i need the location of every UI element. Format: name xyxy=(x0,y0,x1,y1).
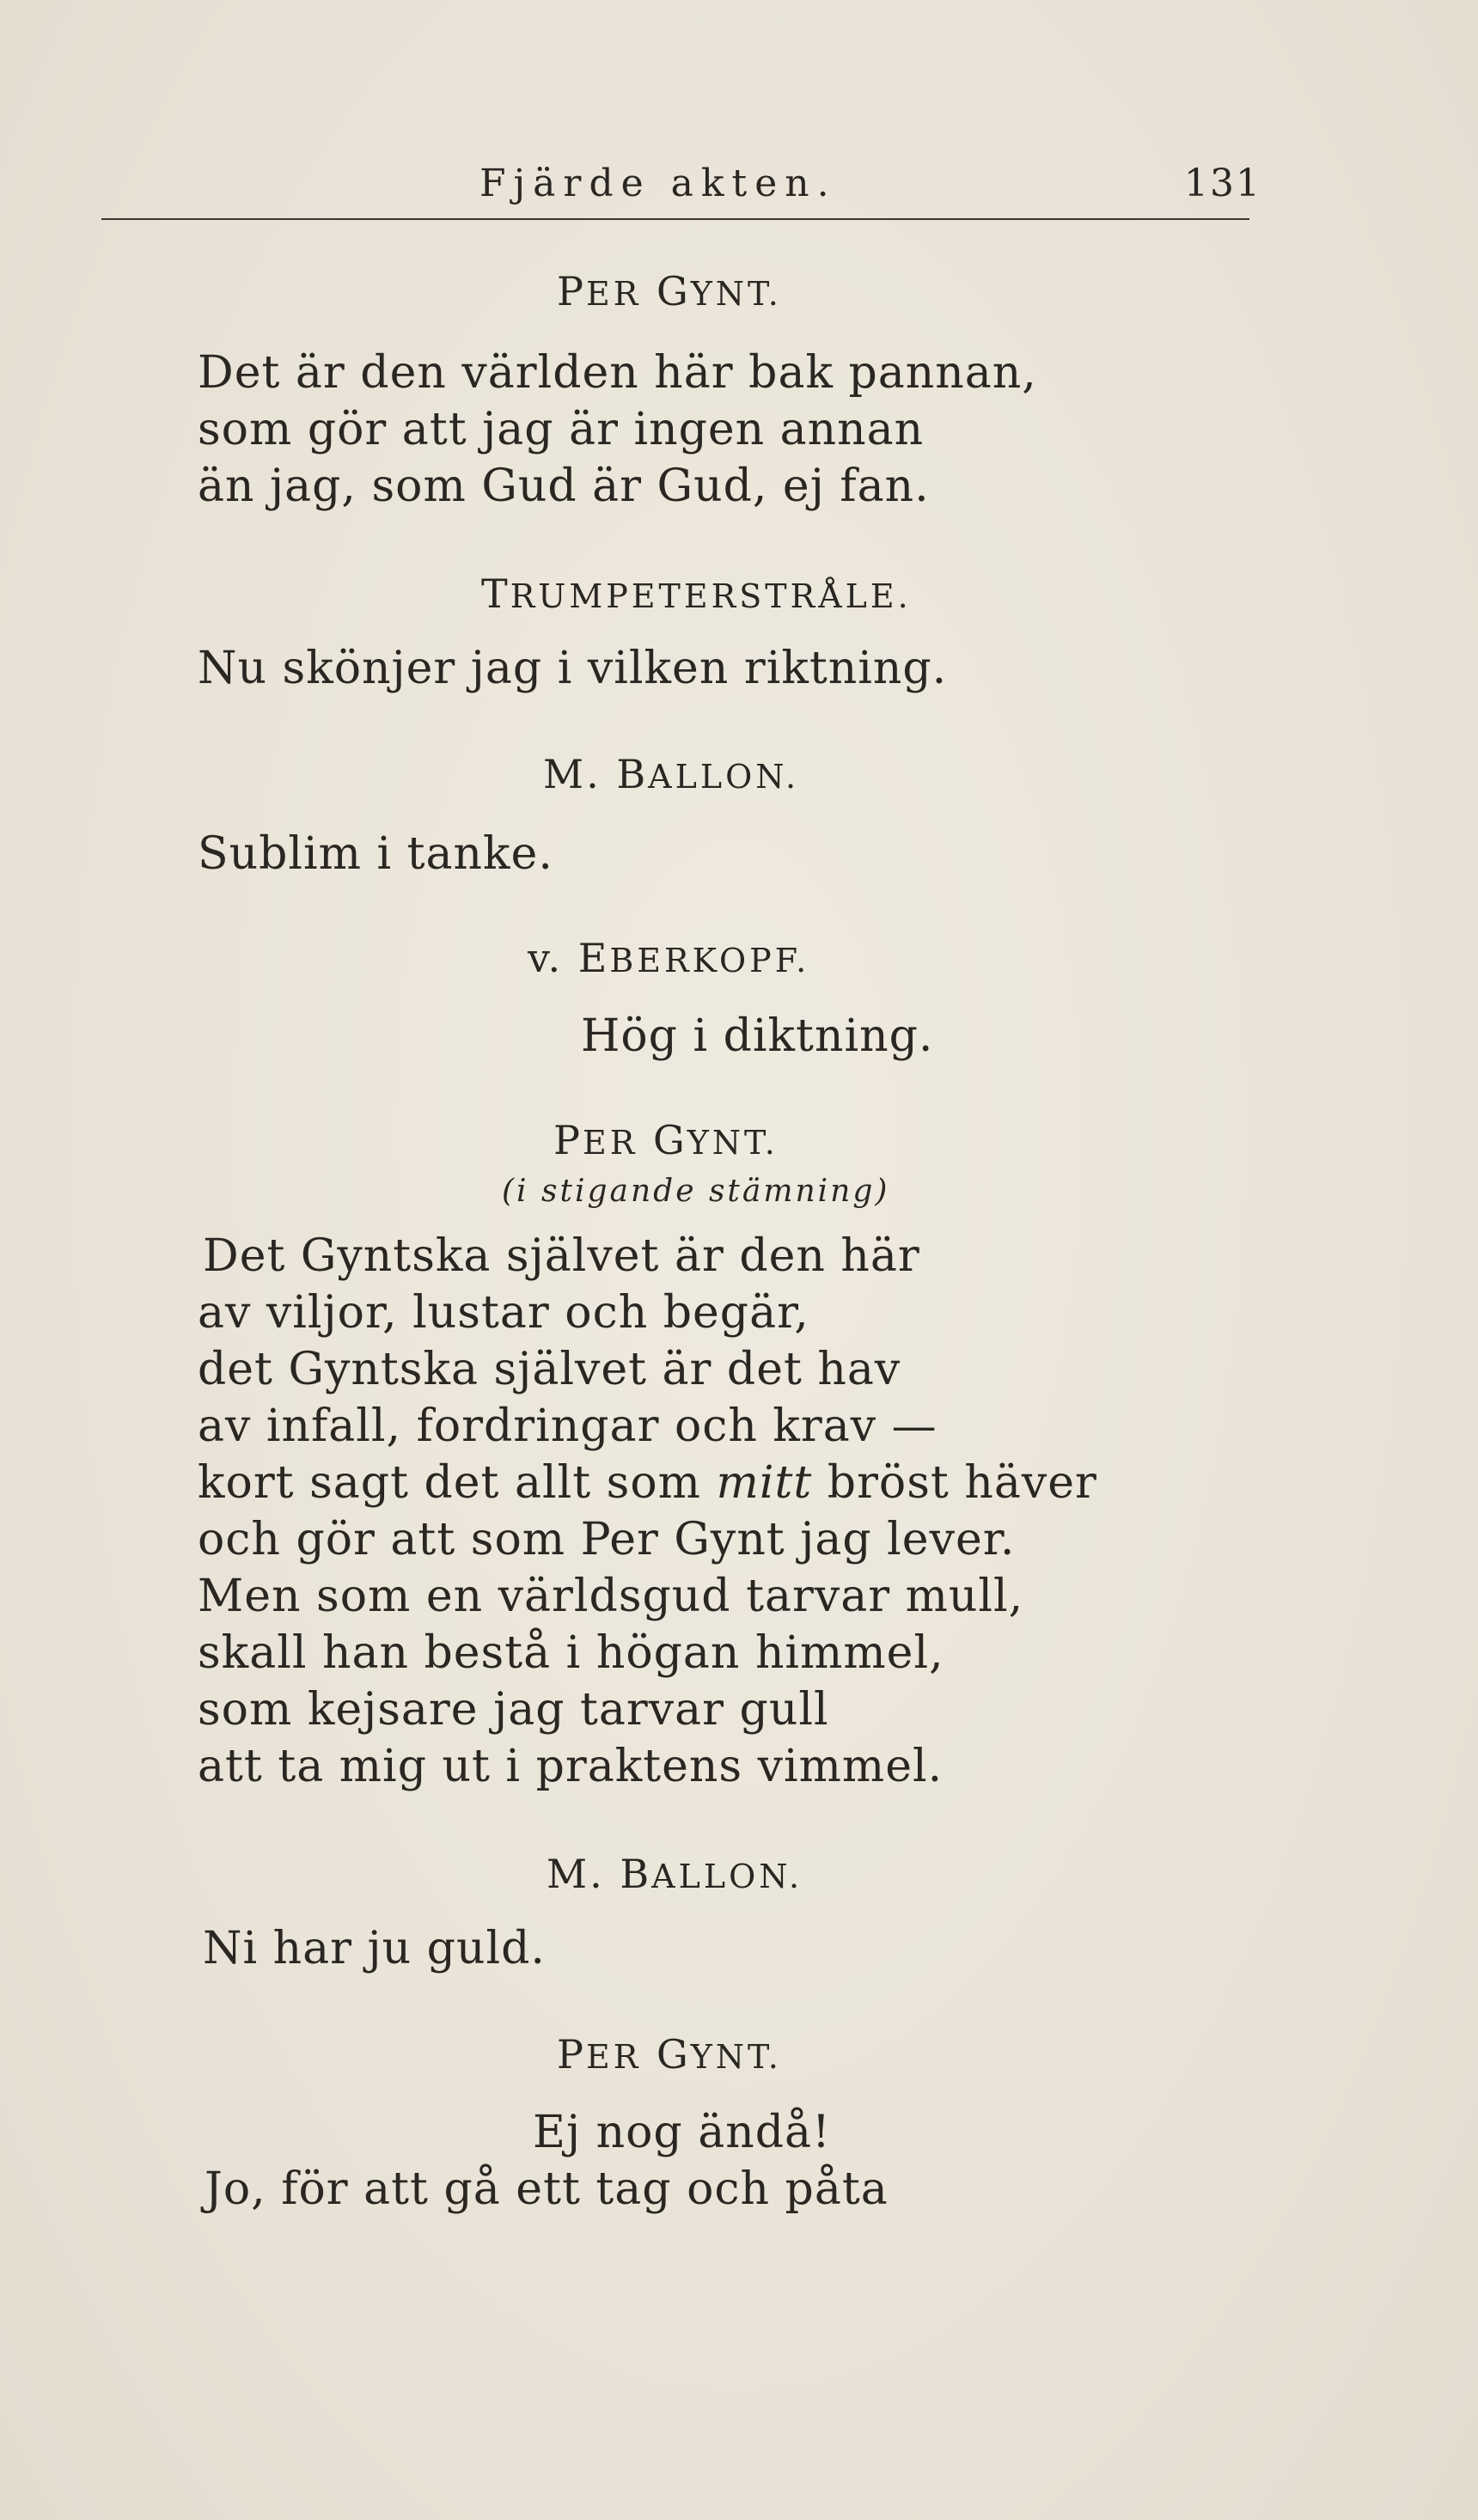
verse-line-emphasis: kort sagt det allt som mitt bröst häver xyxy=(198,1457,1097,1509)
speaker-m-ballon-2: M. BALLON. xyxy=(547,1851,803,1897)
verse-line: Men som en världsgud tarvar mull, xyxy=(198,1571,1024,1622)
speaker-trumpeterstrale: TRUMPETERSTRÅLE. xyxy=(481,571,912,617)
verse-line: Jo, för att gå ett tag och påta xyxy=(205,2163,889,2215)
verse-line: än jag, som Gud är Gud, ej fan. xyxy=(198,461,930,512)
speaker-v-eberkopf: v. EBERKOPF. xyxy=(528,935,810,981)
verse-line: av viljor, lustar och begär, xyxy=(198,1287,809,1339)
verse-line: Nu skönjer jag i vilken riktning. xyxy=(198,643,948,694)
verse-line: som gör att jag är ingen annan xyxy=(198,404,925,455)
speaker-per-gynt-3: PER GYNT. xyxy=(557,2031,782,2078)
verse-line: skall han bestå i högan himmel, xyxy=(198,1627,944,1679)
emphasized-word: mitt xyxy=(716,1457,813,1509)
speaker-per-gynt-2: PER GYNT. xyxy=(553,1117,779,1163)
verse-line: att ta mig ut i praktens vimmel. xyxy=(198,1741,944,1792)
verse-line: Det Gyntska självet är den här xyxy=(203,1230,920,1282)
verse-line: Ni har ju guld. xyxy=(203,1923,546,1974)
verse-line: och gör att som Per Gynt jag lever. xyxy=(198,1514,1016,1565)
verse-line: som kejsare jag tarvar gull xyxy=(198,1684,829,1736)
verse-line: Hög i diktning. xyxy=(581,1010,934,1062)
speaker-m-ballon-1: M. BALLON. xyxy=(543,751,800,797)
verse-line: det Gyntska självet är det hav xyxy=(198,1344,901,1395)
verse-line: Ej nog ändå! xyxy=(533,2107,831,2158)
speaker-per-gynt-1: PER GYNT. xyxy=(557,268,782,314)
stage-direction: (i stigande stämning) xyxy=(502,1174,890,1209)
verse-line: Sublim i tanke. xyxy=(198,828,553,880)
verse-line: Det är den världen här bak pannan, xyxy=(198,347,1037,399)
page-number: 131 xyxy=(1184,162,1261,205)
running-header-title: Fjärde akten. xyxy=(479,162,837,205)
verse-line: av infall, fordringar och krav — xyxy=(198,1400,937,1452)
header-rule xyxy=(101,218,1249,220)
